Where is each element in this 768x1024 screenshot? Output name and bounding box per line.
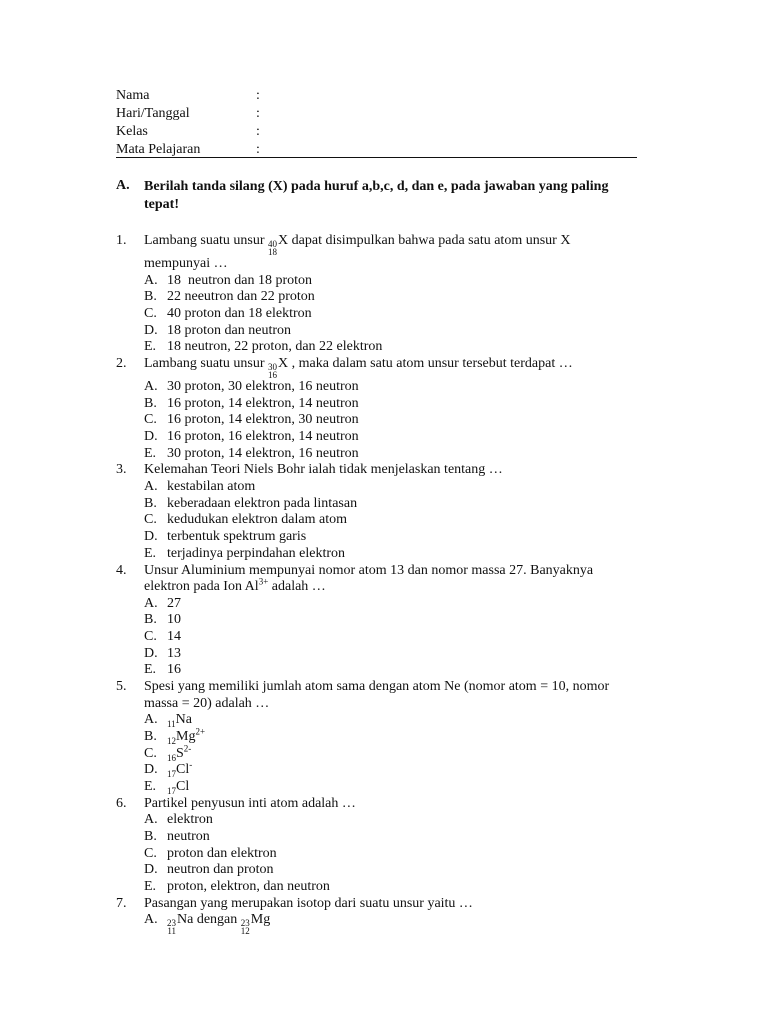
question-text: Pasangan yang merupakan isotop dari suatu unsur yaitu …	[144, 895, 473, 911]
option-text: kestabilan atom	[167, 479, 256, 495]
question-text: Kelemahan Teori Niels Bohr ialah tidak menjelaskan tentang …	[144, 462, 503, 478]
option-label: C.	[144, 745, 157, 761]
answer-option-a[interactable]	[144, 596, 637, 613]
class-field-row	[116, 124, 637, 142]
option-text: 14	[167, 629, 181, 645]
option-label: D.	[144, 862, 158, 878]
option-text: 18 proton dan neutron	[167, 322, 292, 338]
option-text: 18 neutron dan 18 proton	[167, 272, 313, 288]
question-list	[116, 233, 637, 937]
answer-option-d[interactable]	[144, 759, 637, 780]
option-label: C.	[144, 305, 157, 321]
header-divider	[116, 157, 637, 158]
ion-charge: 3+	[258, 576, 269, 587]
answer-option-a[interactable]	[144, 712, 637, 729]
option-text: 18 neutron, 22 proton, dan 22 elektron	[167, 339, 383, 355]
answer-option-e[interactable]	[144, 446, 637, 463]
element-symbol: X	[278, 356, 289, 372]
question-5	[116, 679, 637, 796]
nuclide-notation	[241, 919, 250, 935]
nuclide-notation	[268, 240, 277, 256]
option-text: kedudukan elektron dalam atom	[167, 512, 347, 528]
atomic-number: 12	[167, 735, 176, 746]
answer-option-d[interactable]	[144, 429, 637, 446]
option-text: elektron	[167, 812, 213, 828]
option-label: B.	[144, 729, 157, 744]
question-number: 6.	[116, 795, 127, 811]
option-label: C.	[144, 412, 157, 428]
option-text: 16 proton, 14 elektron, 30 neutron	[167, 412, 359, 428]
atomic-number: 18	[268, 247, 278, 257]
subject-colon: :	[256, 142, 260, 157]
question-text-part: dapat disimpulkan bahwa pada satu atom unsur X mempunyai …	[144, 233, 571, 271]
option-label: A.	[144, 912, 158, 928]
option-label: E.	[144, 779, 157, 795]
question-number: 4.	[116, 562, 127, 578]
question-text: Partikel penyusun inti atom adalah …	[144, 795, 356, 811]
answer-option-a[interactable]	[144, 479, 637, 496]
nuclide-notation	[167, 919, 176, 935]
question-text	[144, 233, 637, 273]
element-symbol: X	[278, 233, 289, 248]
answer-option-a[interactable]	[144, 379, 637, 396]
option-connector-text: dengan	[193, 912, 241, 928]
answer-option-b[interactable]	[144, 496, 637, 513]
question-4	[116, 563, 637, 680]
option-label: B.	[144, 495, 157, 511]
option-text: 10	[167, 612, 181, 628]
question-7	[116, 895, 637, 937]
mass-number: 23	[167, 918, 176, 929]
option-label: C.	[144, 512, 157, 528]
answer-option-a[interactable]	[144, 812, 637, 829]
answer-options	[144, 812, 637, 895]
question-text-part: Lambang suatu unsur	[144, 356, 269, 372]
option-text: keberadaan elektron pada lintasan	[167, 495, 358, 511]
atomic-number: 11	[167, 926, 176, 937]
option-label: D.	[144, 429, 158, 445]
element-symbol: Mg	[250, 912, 271, 928]
answer-options	[144, 379, 637, 462]
subject-label: Mata Pelajaran	[116, 142, 201, 157]
element-symbol: Na	[175, 712, 192, 728]
answer-option-b[interactable]	[144, 612, 637, 629]
date-label: Hari/Tanggal	[116, 106, 190, 121]
answer-option-d[interactable]	[144, 646, 637, 663]
option-label: D.	[144, 529, 158, 545]
option-label: C.	[144, 845, 157, 861]
question-number: 7.	[116, 895, 127, 911]
atomic-number: 16	[167, 752, 176, 763]
answer-option-e[interactable]	[144, 339, 637, 356]
element-symbol: Mg	[176, 729, 196, 744]
nuclide-notation	[268, 363, 277, 379]
date-colon: :	[256, 106, 260, 121]
answer-option-e[interactable]	[144, 662, 637, 679]
answer-option-a[interactable]	[144, 912, 637, 937]
option-label: A.	[144, 272, 158, 288]
element-symbol: Cl	[176, 779, 190, 795]
element-symbol: Na	[177, 912, 194, 928]
option-text	[167, 743, 192, 763]
class-colon: :	[256, 124, 260, 139]
option-text: 16 proton, 16 elektron, 14 neutron	[167, 429, 359, 445]
option-label: D.	[144, 762, 158, 778]
name-colon: :	[256, 88, 260, 103]
atomic-number: 17	[167, 785, 176, 796]
option-text	[167, 759, 193, 780]
question-text-part: Unsur Aluminium mempunyai nomor atom 13 dan nomor massa 27. Banyaknya elektron pada Ion Al	[144, 562, 594, 595]
answer-option-b[interactable]	[144, 829, 637, 846]
answer-option-d[interactable]	[144, 862, 637, 879]
answer-option-c[interactable]	[144, 743, 637, 763]
answer-options	[144, 712, 637, 795]
question-text-part: adalah …	[268, 579, 326, 595]
option-label: B.	[144, 289, 157, 305]
option-text: neutron	[167, 829, 210, 845]
question-text	[144, 356, 637, 379]
option-text: 22 neeutron dan 22 proton	[167, 289, 315, 305]
question-number: 2.	[116, 356, 127, 372]
answer-option-d[interactable]	[144, 529, 637, 546]
answer-option-e[interactable]	[144, 779, 637, 796]
option-label: E.	[144, 339, 157, 355]
option-text: 16 proton, 14 elektron, 14 neutron	[167, 395, 359, 411]
ion-charge: -	[189, 759, 193, 770]
answer-option-a[interactable]	[144, 273, 637, 290]
name-field-row	[116, 88, 637, 106]
question-text: Spesi yang memiliki jumlah atom sama dengan atom Ne (nomor atom = 10, nomor massa = 20) adalah …	[144, 679, 610, 711]
option-label: A.	[144, 812, 158, 828]
option-label: E.	[144, 445, 157, 461]
ion-charge: 2-	[183, 743, 192, 754]
question-1	[116, 233, 637, 356]
answer-options	[144, 596, 637, 679]
mass-number: 40	[268, 239, 278, 249]
option-text: 16	[167, 662, 181, 678]
option-text: proton, elektron, dan neutron	[167, 879, 330, 895]
option-label: B.	[144, 612, 157, 628]
option-label: E.	[144, 545, 157, 561]
option-text: 27	[167, 595, 181, 611]
ion-charge: 2+	[195, 726, 206, 737]
answer-option-c[interactable]	[144, 512, 637, 529]
option-label: B.	[144, 395, 157, 411]
answer-option-b[interactable]	[144, 396, 637, 413]
option-label: A.	[144, 479, 158, 495]
option-text: terbentuk spektrum garis	[167, 529, 307, 545]
option-text: 30 proton, 14 elektron, 16 neutron	[167, 445, 359, 461]
mass-number: 23	[240, 918, 250, 929]
element-symbol: Cl	[176, 762, 190, 778]
answer-option-e[interactable]	[144, 546, 637, 563]
option-label: E.	[144, 662, 157, 678]
question-2	[116, 356, 637, 462]
option-label: D.	[144, 645, 158, 661]
question-text-part: Lambang suatu unsur	[144, 233, 269, 248]
section-label: A.	[116, 178, 130, 193]
question-number: 5.	[116, 679, 127, 695]
option-text	[167, 712, 192, 729]
question-number: 3.	[116, 462, 127, 478]
answer-option-c[interactable]	[144, 412, 637, 429]
option-label: A.	[144, 712, 158, 728]
option-text: 40 proton dan 18 elektron	[167, 305, 312, 321]
option-text: neutron dan proton	[167, 862, 274, 878]
question-3	[116, 462, 637, 562]
option-label: E.	[144, 879, 157, 895]
answer-option-b[interactable]	[144, 289, 637, 306]
answer-option-b[interactable]	[144, 726, 637, 746]
option-label: C.	[144, 629, 157, 645]
question-6	[116, 796, 637, 896]
name-label: Nama	[116, 88, 150, 103]
answer-options	[144, 912, 637, 937]
answer-options	[144, 273, 637, 356]
section-instruction	[116, 178, 637, 214]
option-text	[167, 779, 189, 796]
option-text: 13	[167, 645, 181, 661]
atomic-number: 12	[240, 926, 250, 937]
mass-number: 30	[268, 362, 278, 373]
section-instruction-text: Berilah tanda silang (X) pada huruf a,b,c, d, dan e, pada jawaban yang paling tepat!	[144, 179, 609, 212]
answer-option-c[interactable]	[144, 306, 637, 323]
option-label: B.	[144, 829, 157, 845]
option-text: 30 proton, 30 elektron, 16 neutron	[167, 379, 359, 395]
option-label: A.	[144, 379, 158, 395]
atomic-number: 16	[268, 370, 278, 381]
answer-option-c[interactable]	[144, 629, 637, 646]
question-number: 1.	[116, 233, 127, 248]
answer-option-e[interactable]	[144, 879, 637, 896]
option-text: proton dan elektron	[167, 845, 277, 861]
option-text: terjadinya perpindahan elektron	[167, 545, 346, 561]
element-symbol: S	[176, 745, 184, 761]
student-info-header	[116, 88, 637, 160]
answer-option-d[interactable]	[144, 323, 637, 340]
atomic-number: 11	[167, 719, 176, 730]
class-label: Kelas	[116, 124, 148, 139]
answer-options	[144, 479, 637, 562]
answer-option-c[interactable]	[144, 846, 637, 863]
atomic-number: 17	[167, 769, 176, 780]
option-text	[167, 912, 270, 935]
question-text	[144, 563, 637, 596]
option-label: A.	[144, 595, 158, 611]
date-field-row	[116, 106, 637, 124]
option-label: D.	[144, 322, 158, 338]
question-text-part: , maka dalam satu atom unsur tersebut terdapat …	[288, 356, 573, 372]
